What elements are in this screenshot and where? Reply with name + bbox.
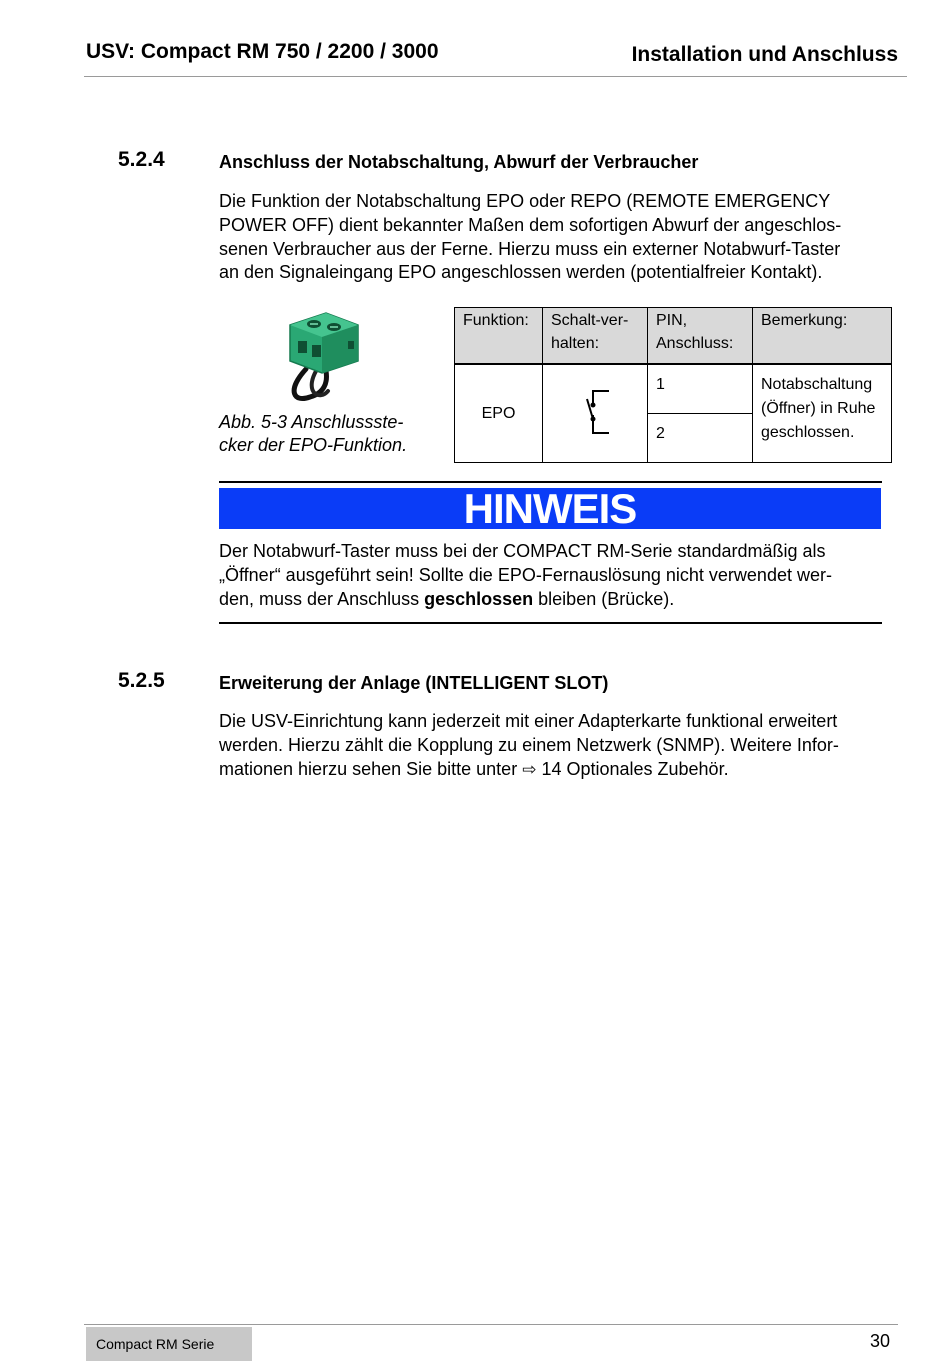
header-line: halten: [551,335,600,352]
hinweis-banner: HINWEIS [219,488,881,529]
header-pin [648,308,753,365]
note-line: „Öffner“ ausgeführt sein! Sollte die EPO-Fernauslösung nicht verwendet wer- [219,564,832,585]
header-funktion: Funktion: [455,308,543,365]
section-title-525: Erweiterung der Anlage (INTELLIGENT SLOT) [219,673,609,693]
section-title-524: Anschluss der Notabschaltung, Abwurf der Verbraucher [219,152,699,172]
remark-line: geschlossen. [761,424,855,441]
paragraph-line: POWER OFF) dient bekannter Maßen dem sofortigen Abwurf der angeschlos- [219,214,842,235]
remark-cell [753,364,892,463]
hinweis-bottom-rule [219,622,882,624]
nc-contact-icon [575,383,615,439]
hinweis-top-rule [219,481,882,483]
table-header-row [455,308,892,365]
reference-arrow-icon: ⇨ [522,759,537,780]
paragraph-text: 14 Optionales Zubehör. [536,758,729,779]
hinweis-text [219,540,889,611]
section-number-524: 5.2.4 [118,148,165,171]
note-line: Der Notabwurf-Taster muss bei der COMPACT RM-Serie standardmäßig als [219,541,826,561]
paragraph-line: Die Funktion der Notabschaltung EPO oder REPO (REMOTE EMERGENCY [219,191,831,211]
caption-line: cker der EPO-Funktion. [219,435,408,455]
epo-connector-image [276,311,362,403]
epo-pin-table [454,307,892,463]
document-header-title: USV: Compact RM 750 / 2200 / 3000 [86,40,439,63]
header-line: PIN, [656,312,688,329]
table-row [455,364,892,414]
paragraph-line: werden. Hierzu zählt die Kopplung zu einem Netzwerk (SNMP). Weitere Infor- [219,734,839,755]
figure-caption [219,411,429,457]
caption-line: Abb. 5-3 Anschlussste- [219,412,404,432]
section-paragraph-524 [219,190,891,285]
function-cell: EPO [455,364,543,463]
note-text: bleiben (Brücke). [533,588,675,609]
paragraph-line: Die USV-Einrichtung kann jederzeit mit einer Adapterkarte funktional erweitert [219,711,838,731]
page-number: 30 [869,1331,890,1351]
header-line: Anschluss: [656,335,734,352]
paragraph-line: senen Verbraucher aus der Ferne. Hierzu muss ein externer Notabwurf-Taster [219,238,841,259]
footer-divider [84,1324,898,1325]
note-line [219,588,889,612]
paragraph-text: mationen hierzu sehen Sie bitte unter [219,758,523,779]
footer-series-label: Compact RM Serie [86,1327,252,1361]
header-schaltverhalten [543,308,648,365]
note-text: den, muss der Anschluss [219,588,425,609]
paragraph-line: an den Signaleingang EPO angeschlossen werden (potentialfreier Kontakt). [219,262,823,283]
switch-symbol-cell [543,364,648,463]
paragraph-line [219,758,891,783]
chapter-title: Installation und Anschluss [631,43,898,66]
header-bemerkung: Bemerkung: [753,308,892,365]
header-line: Schalt-ver- [551,312,629,329]
remark-line: (Öffner) in Ruhe [761,400,876,417]
section-number-525: 5.2.5 [118,669,165,692]
note-bold-text: geschlossen [424,588,534,609]
pin-cell-2: 2 [648,414,753,463]
section-paragraph-525 [219,710,891,782]
pin-cell-1: 1 [648,364,753,414]
remark-line: Notabschaltung [761,376,873,393]
header-divider [84,76,907,77]
connector-plug-icon [276,311,362,403]
